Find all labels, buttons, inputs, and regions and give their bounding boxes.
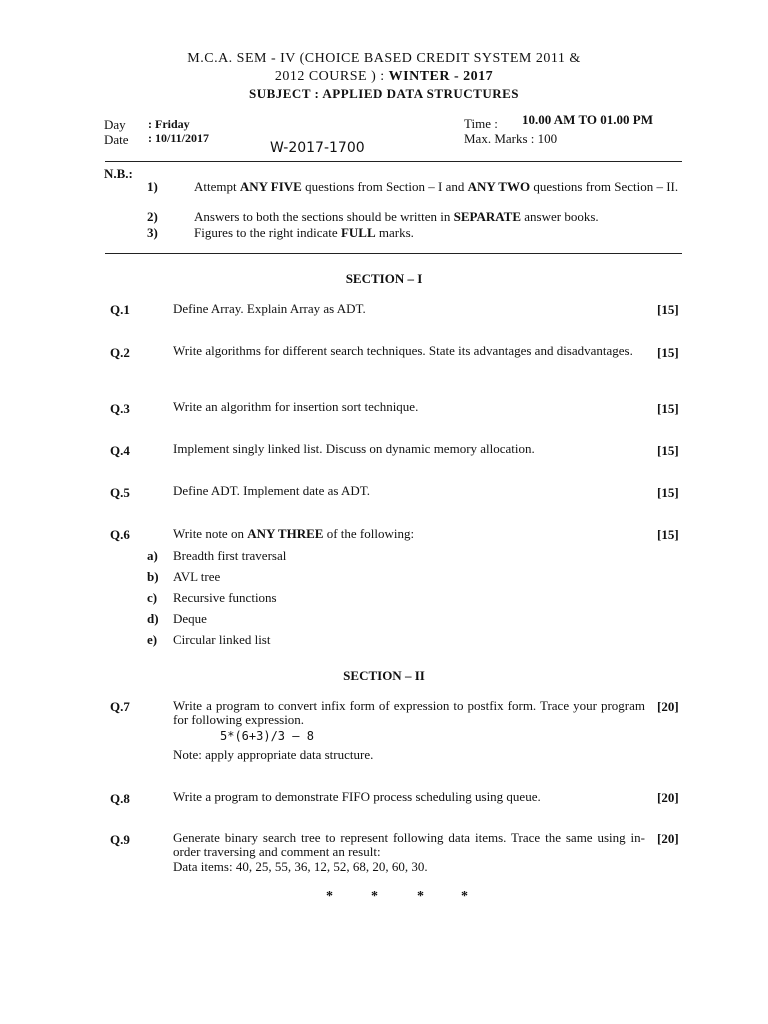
q1-number: Q.1 [110, 302, 130, 317]
nb-item-1-text: Attempt ANY FIVE questions from Section – I and ANY TWO questions from Section – II. [194, 179, 679, 194]
end-star-1: * [326, 889, 333, 904]
q9-marks: [20] [657, 831, 679, 846]
q4-text: Implement singly linked list. Discuss on dynamic memory allocation. [173, 441, 535, 456]
date-value: : 10/11/2017 [148, 131, 210, 145]
q6-option-c-text: Recursive functions [173, 590, 277, 605]
end-star-2: * [371, 889, 378, 904]
q6-option-a-text: Breadth first traversal [173, 548, 287, 563]
q6-number: Q.6 [110, 527, 130, 542]
q9-number: Q.9 [110, 832, 130, 847]
day-value: : Friday [148, 117, 190, 131]
q6-option-d-label: d) [147, 611, 159, 626]
q6-option-b-label: b) [147, 569, 159, 584]
q6-option-c-label: c) [147, 590, 158, 605]
nb-label: N.B.: [104, 166, 133, 181]
exam-title-line1: M.C.A. SEM - IV (CHOICE BASED CREDIT SYSTEM 2011 & [187, 51, 581, 66]
q1-text: Define Array. Explain Array as ADT. [173, 301, 366, 316]
q7-number: Q.7 [110, 699, 130, 714]
q2-marks: [15] [657, 345, 679, 360]
q7-expression: 5*(6+3)/3 – 8 [220, 729, 314, 743]
q6-option-e-text: Circular linked list [173, 632, 271, 647]
q6-option-d-text: Deque [173, 611, 207, 626]
q3-text: Write an algorithm for insertion sort technique. [173, 399, 419, 414]
nb-item-3-text: Figures to the right indicate FULL marks. [194, 225, 414, 240]
q5-number: Q.5 [110, 485, 130, 500]
q4-marks: [15] [657, 443, 679, 458]
nb-item-3-num: 3) [147, 225, 158, 240]
paper-code: W-2017-1700 [270, 140, 365, 156]
q6-option-a-label: a) [147, 548, 158, 563]
q8-text: Write a program to demonstrate FIFO process scheduling using queue. [173, 789, 541, 804]
q6-option-b-text: AVL tree [173, 569, 221, 584]
exam-title-line2: 2012 COURSE ) : WINTER - 2017 [274, 69, 494, 84]
q8-number: Q.8 [110, 791, 130, 806]
q9-text: Generate binary search tree to represent following data items. Trace the same using in-order traversing and comment an result: [173, 830, 645, 859]
q8-marks: [20] [657, 790, 679, 805]
q9-data-items: Data items: 40, 25, 55, 36, 12, 52, 68, 20, 60, 30. [173, 859, 428, 874]
end-star-3: * [417, 889, 424, 904]
q7-marks: [20] [657, 699, 679, 714]
nb-item-2-num: 2) [147, 209, 158, 224]
max-marks: Max. Marks : 100 [464, 131, 558, 146]
q6-marks: [15] [657, 527, 679, 542]
divider-top [105, 161, 682, 162]
section-1-title: SECTION – I [345, 271, 423, 286]
q2-text: Write algorithms for different search techniques. State its advantages and disadvantages. [173, 343, 633, 358]
end-star-4: * [461, 889, 468, 904]
day-label: Day [104, 117, 126, 132]
q5-marks: [15] [657, 485, 679, 500]
q7-note: Note: apply appropriate data structure. [173, 747, 374, 762]
q6-option-e-label: e) [147, 632, 158, 647]
time-value: 10.00 AM TO 01.00 PM [522, 112, 653, 127]
q6-text: Write note on ANY THREE of the following: [173, 526, 415, 541]
q2-number: Q.2 [110, 345, 130, 360]
q1-marks: [15] [657, 302, 679, 317]
section-2-title: SECTION – II [343, 668, 425, 683]
divider-nb [105, 253, 682, 254]
q4-number: Q.4 [110, 443, 130, 458]
q3-number: Q.3 [110, 401, 130, 416]
q7-text: Write a program to convert infix form of expression to postfix form. Trace your program for following expression. [173, 698, 645, 727]
time-label: Time : [464, 116, 498, 131]
nb-item-1-num: 1) [147, 179, 158, 194]
q5-text: Define ADT. Implement date as ADT. [173, 483, 370, 498]
q3-marks: [15] [657, 401, 679, 416]
date-label: Date [104, 132, 129, 147]
exam-subject: SUBJECT : APPLIED DATA STRUCTURES [248, 86, 520, 101]
nb-item-2-text: Answers to both the sections should be written in SEPARATE answer books. [194, 209, 599, 224]
